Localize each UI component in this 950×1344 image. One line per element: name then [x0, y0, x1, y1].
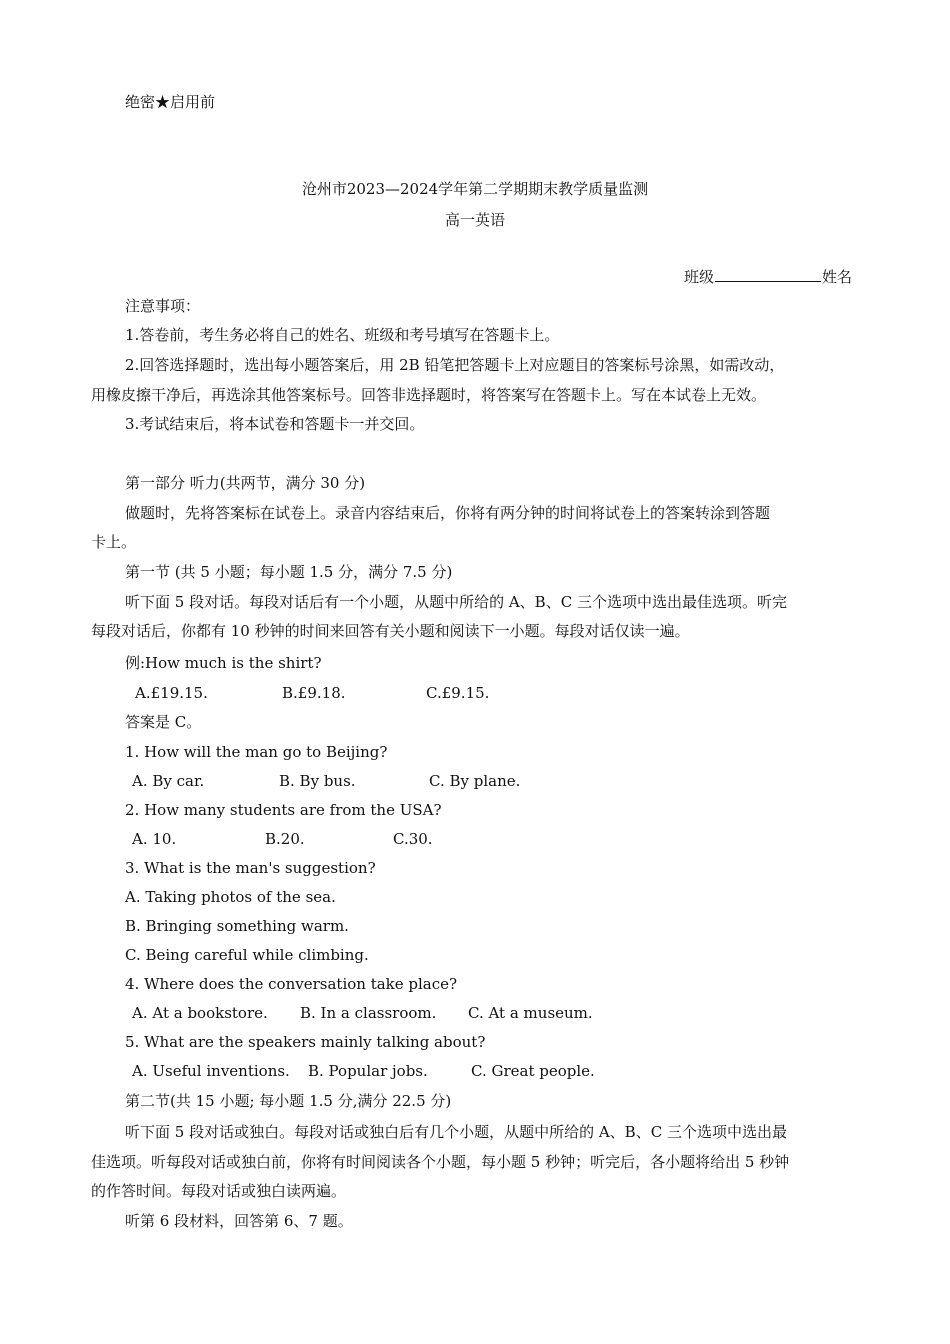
section1-heading: 第一节 (共 5 小题；每小题 1.5 分，满分 7.5 分): [125, 563, 453, 581]
section2-intro-line3: 的作答时间。每段对话或独白读两遍。: [91, 1182, 347, 1200]
section2-intro-line2: 佳选项。听每段对话或独白前，你将有时间阅读各个小题，每小题 5 秒钟；听完后，各小题将给出 5 秒钟: [91, 1153, 790, 1171]
section2-intro-line1: 听下面 5 段对话或独白。每段对话或独白后有几个小题，从题中所给的 A、B、C 三个选项中选出最: [125, 1123, 787, 1141]
example-question: 例:How much is the shirt?: [125, 654, 322, 672]
question-2-option-c: C.30.: [393, 830, 433, 848]
confidential-mark: 绝密★启用前: [125, 93, 216, 111]
example-answer: 答案是 C。: [125, 713, 202, 731]
question-2-option-b: B.20.: [265, 830, 305, 848]
class-label: 班级: [684, 268, 715, 286]
question-1-option-b: B. By bus.: [279, 772, 356, 790]
question-5-option-c: C. Great people.: [471, 1062, 595, 1080]
note-item-3: 3.考试结束后，将本试卷和答题卡一并交回。: [125, 415, 425, 433]
section1-intro-line2: 每段对话后，你都有 10 秒钟的时间来回答有关小题和阅读下一小题。每段对话仅读一遍。: [91, 622, 690, 640]
question-3-option-c: C. Being careful while climbing.: [125, 946, 369, 964]
question-4-option-b: B. In a classroom.: [300, 1004, 437, 1022]
example-option-a: A.£19.15.: [135, 684, 208, 702]
question-4-option-c: C. At a museum.: [468, 1004, 593, 1022]
question-5: 5. What are the speakers mainly talking about?: [125, 1033, 486, 1051]
question-1: 1. How will the man go to Beijing?: [125, 743, 388, 761]
section2-heading: 第二节(共 15 小题; 每小题 1.5 分,满分 22.5 分): [125, 1092, 452, 1110]
question-5-option-a: A. Useful inventions.: [132, 1062, 290, 1080]
question-2-option-a: A. 10.: [132, 830, 177, 848]
part1-intro-line1: 做题时，先将答案标在试卷上。录音内容结束后，你将有两分钟的时间将试卷上的答案转涂到答题: [125, 504, 771, 522]
note-item-2-line1: 2.回答选择题时，选出每小题答案后，用 2B 铅笔把答题卡上对应题目的答案标号涂黑，如需改动，: [125, 356, 785, 374]
exam-subject: 高一英语: [444, 211, 505, 229]
material-6-instruction: 听第 6 段材料，回答第 6、7 题。: [125, 1212, 353, 1230]
question-4-option-a: A. At a bookstore.: [132, 1004, 268, 1022]
example-option-c: C.£9.15.: [426, 684, 490, 702]
exam-title: 沧州市2023—2024学年第二学期期末教学质量监测: [301, 180, 649, 198]
name-label: 姓名: [822, 268, 853, 286]
part1-heading: 第一部分 听力(共两节，满分 30 分): [125, 474, 366, 492]
question-5-option-b: B. Popular jobs.: [308, 1062, 428, 1080]
question-1-option-a: A. By car.: [132, 772, 205, 790]
question-3-option-b: B. Bringing something warm.: [125, 917, 349, 935]
question-3-option-a: A. Taking photos of the sea.: [125, 888, 336, 906]
notes-heading: 注意事项：: [125, 297, 201, 315]
note-item-2-line2: 用橡皮擦干净后，再选涂其他答案标号。回答非选择题时，将答案写在答题卡上。写在本试卷上无效。: [91, 386, 767, 404]
question-3: 3. What is the man's suggestion?: [125, 859, 376, 877]
example-option-b: B.£9.18.: [282, 684, 346, 702]
class-blank[interactable]: [715, 267, 821, 282]
question-1-option-c: C. By plane.: [429, 772, 521, 790]
section1-intro-line1: 听下面 5 段对话。每段对话后有一个小题，从题中所给的 A、B、C 三个选项中选出最佳选项。听完: [125, 593, 787, 611]
question-2: 2. How many students are from the USA?: [125, 801, 442, 819]
student-info-line: [684, 267, 852, 287]
note-item-1: 1.答卷前，考生务必将自己的姓名、班级和考号填写在答题卡上。: [125, 326, 560, 344]
part1-intro-line2: 卡上。: [91, 533, 137, 551]
question-4: 4. Where does the conversation take place?: [125, 975, 458, 993]
